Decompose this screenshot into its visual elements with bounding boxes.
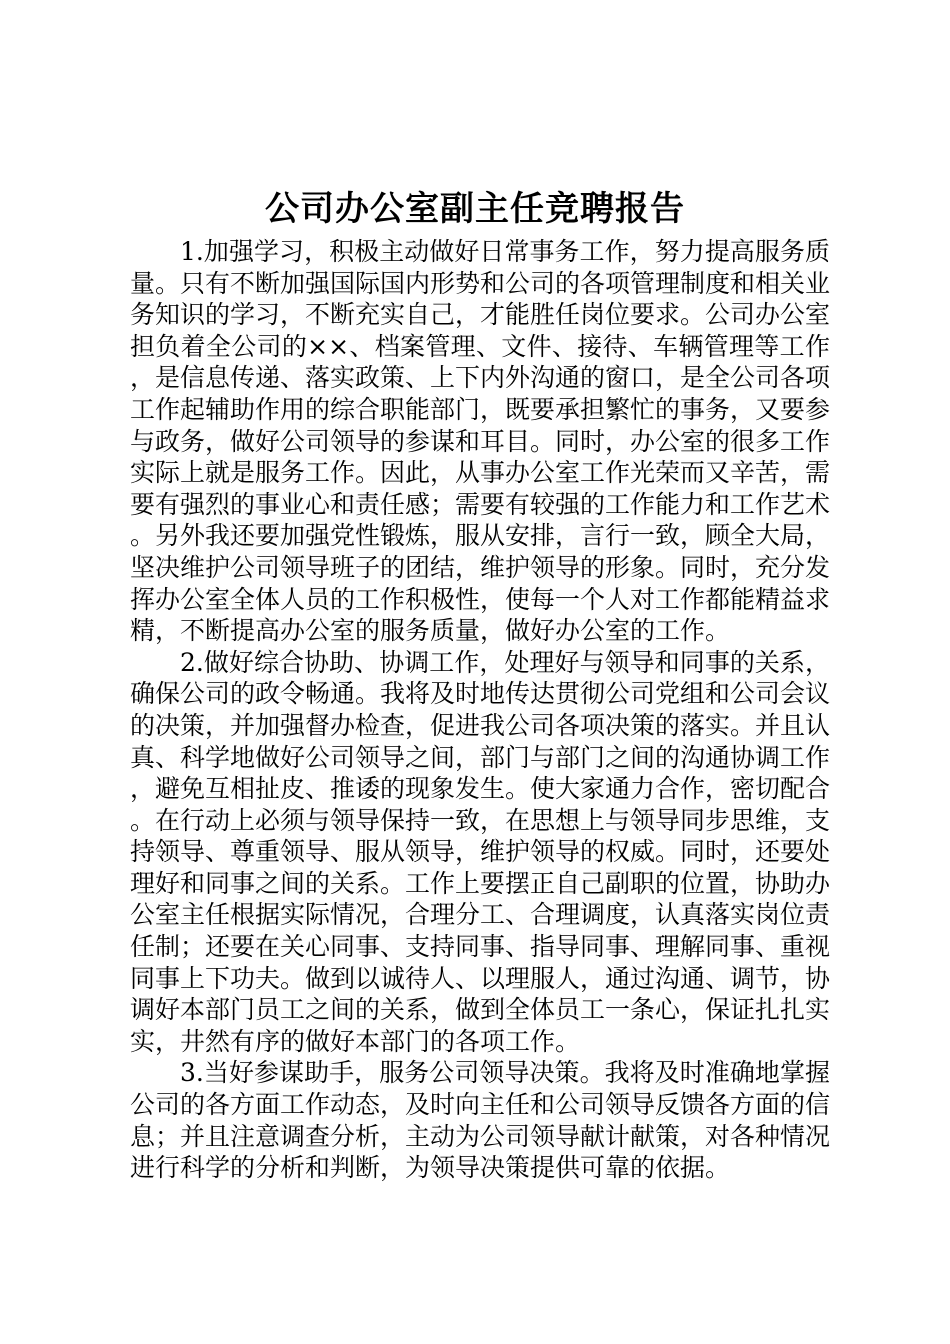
document-title: 公司办公室副主任竞聘报告 <box>265 189 685 229</box>
paragraph-2: 2.做好综合协助、协调工作，处理好与领导和同事的关系，确保公司的政令畅通。我将及时地传达贯彻公司党组和公司会议的决策，并加强督办检查，促进我公司各项决策的落实。并且认真、科学地做好公司领导之间，部门与部门之间的沟通协调工作，避免互相扯皮、推诿的现象发生。使大家通力合作，密切配合。在行动上必须与领导保持一致，在思想上与领导同步思维，支持领导、尊重领导、服从领导，维护领导的权威。同时，还要处理好和同事之间的关系。工作上要摆正自己副职的位置，协助办公室主任根据实际情况，合理分工、合理调度，认真落实岗位责任制；还要在关心同事、支持同事、指导同事、理解同事、重视同事上下功夫。做到以诚待人、以理服人，通过沟通、调节，协调好本部门员工之间的关系，做到全体员工一条心，保证扎扎实实，井然有序的做好本部门的各项工作。 <box>130 647 831 1056</box>
paragraph-1: 1.加强学习，积极主动做好日常事务工作，努力提高服务质量。只有不断加强国际国内形势和公司的各项管理制度和相关业务知识的学习，不断充实自己，才能胜任岗位要求。公司办公室担负着全公司的××、档案管理、文件、接待、车辆管理等工作，是信息传递、落实政策、上下内外沟通的窗口，是全公司各项工作起辅助作用的综合职能部门，既要承担繁忙的事务，又要参与政务，做好公司领导的参谋和耳目。同时，办公室的很多工作实际上就是服务工作。因此，从事办公室工作光荣而又辛苦，需要有强烈的事业心和责任感；需要有较强的工作能力和工作艺术。另外我还要加强党性锻炼，服从安排，言行一致，顾全大局，坚决维护公司领导班子的团结，维护领导的形象。同时，充分发挥办公室全体人员的工作积极性，使每一个人对工作都能精益求精，不断提高办公室的服务质量，做好办公室的工作。 <box>130 237 831 646</box>
paragraph-3: 3.当好参谋助手，服务公司领导决策。我将及时准确地掌握公司的各方面工作动态，及时向主任和公司领导反馈各方面的信息；并且注意调查分析，主动为公司领导献计献策，对各种情况进行科学的分析和判断，为领导决策提供可靠的依据。 <box>130 1058 831 1183</box>
document-body <box>130 236 830 1184</box>
